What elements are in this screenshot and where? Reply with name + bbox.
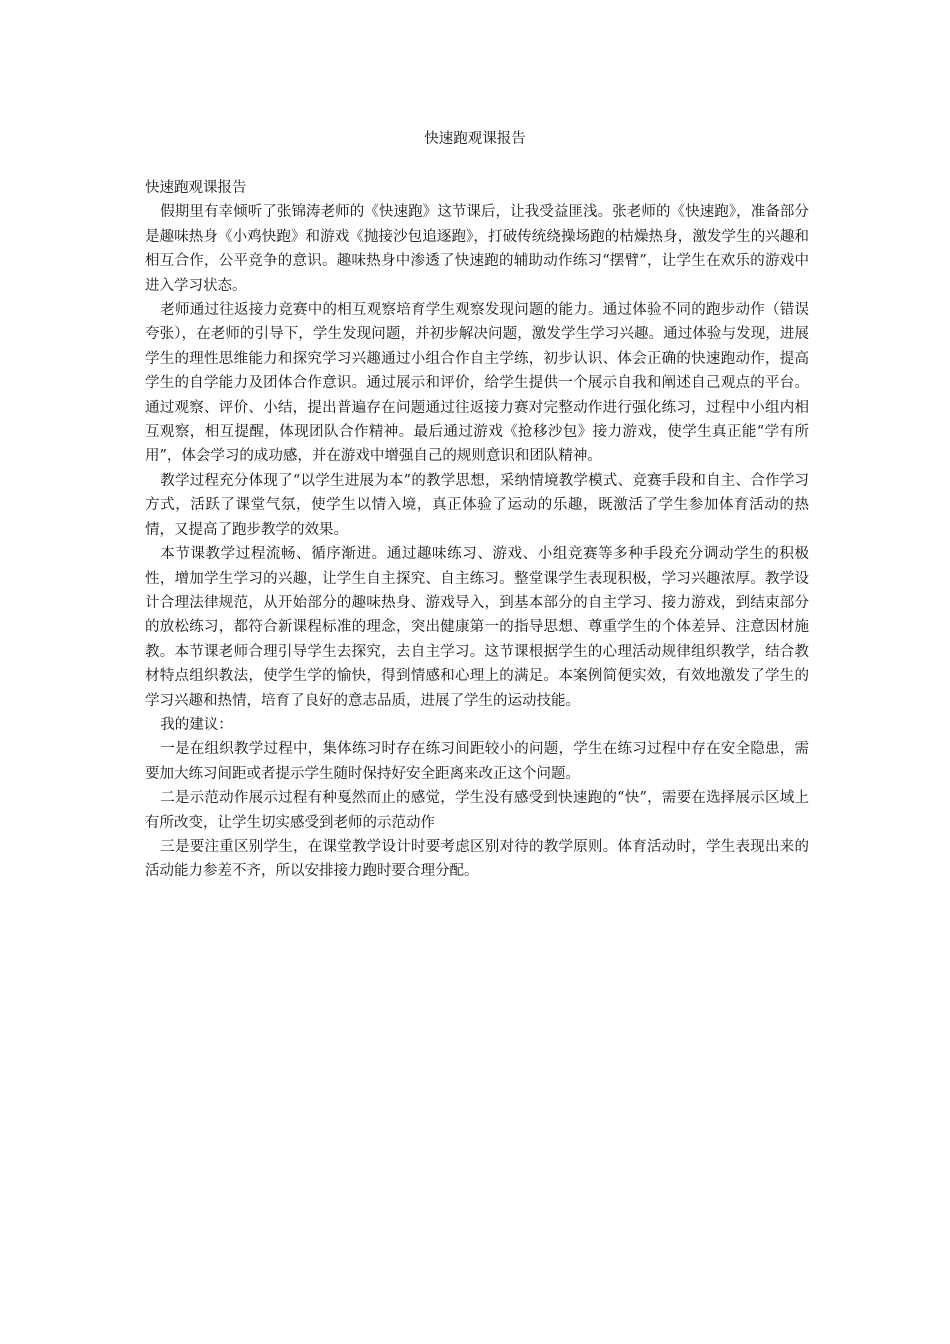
document-body: [145, 176, 809, 884]
paragraph-suggestion-2: 二是示范动作展示过程有种戛然而止的感觉，学生没有感受到快速跑的“快”，需要在选择展示区域上有所改变，让学生切实感受到老师的示范动作: [145, 790, 809, 831]
document-subtitle: 快速跑观课报告: [145, 180, 247, 196]
document-title: 快速跑观课报告: [424, 131, 526, 147]
paragraph-suggestion-3: 三是要注重区别学生，在课堂教学设计时要考虑区别对待的教学原则。体育活动时，学生表现出来的活动能力参差不齐，所以安排接力跑时要合理分配。: [145, 838, 809, 880]
paragraph-observation: 老师通过往返接力竞赛中的相互观察培育学生观察发现问题的能力。通过体验不同的跑步动作（错误夸张），在老师的引导下，学生发现问题，并初步解决问题，激发学生学习兴趣。通过体验与发现，进展学生的理性思维能力和探究学习兴趣通过小组合作自主学练，初步认识、体会正确的快速跑动作，提高学生的自学能力及团体合作意识。通过展示和评价，给学生提供一个展示自我和阐述自己观点的平台。通过观察、评价、小结，提出普遍存在问题通过往返接力赛对完整动作进行强化练习，过程中小组内相互观察，相互提醒，体现团队合作精神。最后通过游戏《抢移沙包》接力游戏，使学生真正能“学有所用”，体会学习的成功感，并在游戏中增强自己的规则意识和团队精神。: [145, 302, 809, 465]
paragraph-teaching-idea: 教学过程充分体现了“以学生进展为本”的教学思想，采纳情境教学模式、竞赛手段和自主、合作学习方式，活跃了课堂气氛，使学生以情入境，真正体验了运动的乐趣，既激活了学生参加体育活动的热情，又提高了跑步教学的效果。: [145, 472, 809, 538]
paragraph-intro: 假期里有幸倾听了张锦涛老师的《快速跑》这节课后，让我受益匪浅。张老师的《快速跑》，准备部分是趣味热身《小鸡快跑》和游戏《抛接沙包追逐跑》，打破传统绕操场跑的枯燥热身，激发学生的兴趣和相互合作，公平竞争的意识。趣味热身中渗透了快速跑的辅助动作练习“摆臂”，让学生在欢乐的游戏中进入学习状态。: [145, 204, 809, 294]
paragraph-suggestion-1: 一是在组织教学过程中，集体练习时存在练习间距较小的问题，学生在练习过程中存在安全隐患，需要加大练习间距或者提示学生随时保持好安全距离来改正这个问题。: [145, 741, 809, 782]
paragraph-process: 本节课教学过程流畅、循序渐进。通过趣味练习、游戏、小组竞赛等多种手段充分调动学生的积极性，增加学生学习的兴趣，让学生自主探究、自主练习。整堂课学生表现积极，学习兴趣浓厚。教学设计合理法律规范，从开始部分的趣味热身、游戏导入，到基本部分的自主学习、接力游戏，到结束部分的放松练习，都符合新课程标准的理念，突出健康第一的指导思想、尊重学生的个体差异、注意因材施教。本节课老师合理引导学生去探究，去自主学习。这节课根据学生的心理活动规律组织教学，结合教材特点组织教法，使学生学的愉快，得到情感和心理上的满足。本案例简便实效，有效地激发了学生的学习兴趣和热情，培育了良好的意志品质，进展了学生的运动技能。: [145, 546, 809, 709]
paragraph-suggestions-heading: 我的建议：: [160, 716, 233, 733]
